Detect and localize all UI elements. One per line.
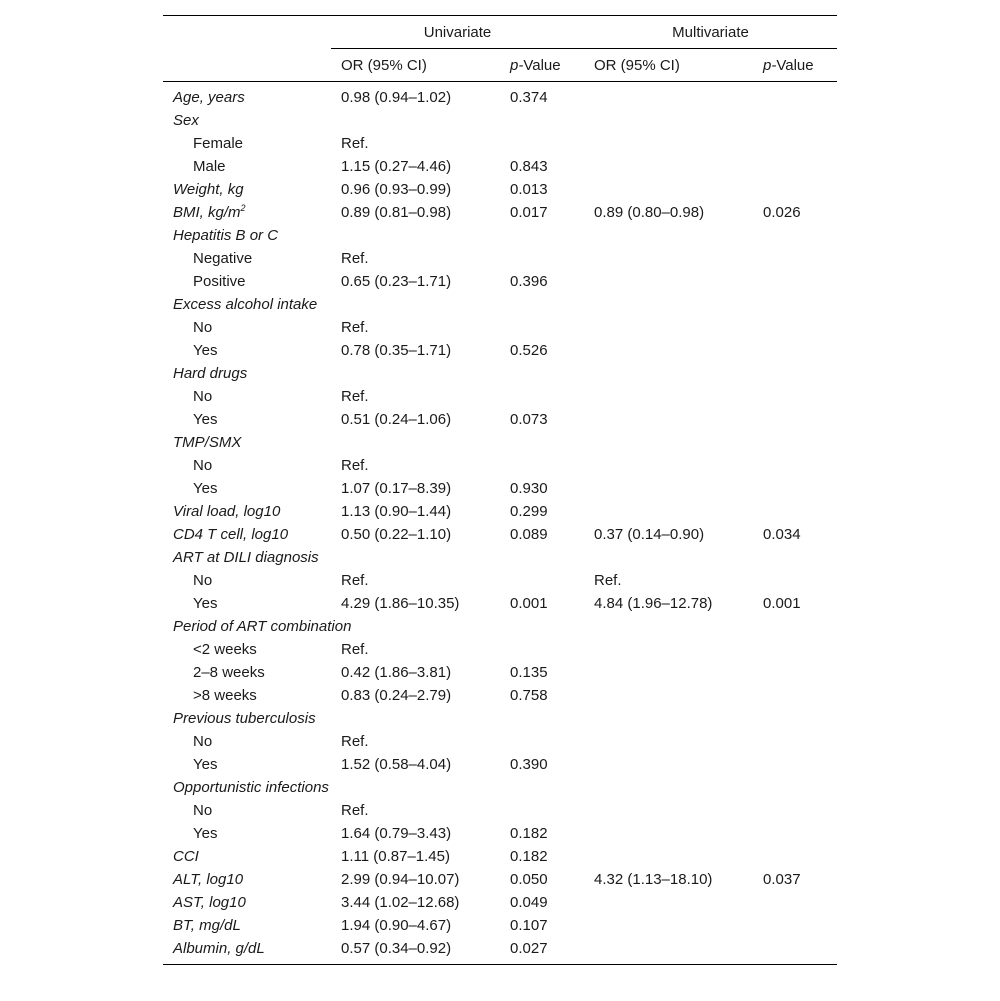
univariate-or-cell <box>331 109 500 132</box>
table-row <box>163 822 837 845</box>
variable-label <box>163 707 331 730</box>
category-label <box>163 592 331 615</box>
superscript: 2 <box>240 203 246 213</box>
multivariate-p-cell <box>753 247 837 270</box>
multivariate-or-cell: 4.84 (1.96–12.78) <box>594 595 713 612</box>
univariate-p-cell: 0.027 <box>500 937 584 965</box>
multivariate-or-cell <box>584 753 753 776</box>
category-label <box>163 684 331 707</box>
multivariate-p-cell <box>753 684 837 707</box>
table-row <box>163 707 837 730</box>
table-row <box>163 293 837 316</box>
univariate-or-cell <box>331 776 500 799</box>
multivariate-p-cell: 0.034 <box>763 526 801 543</box>
multivariate-p-cell <box>753 316 837 339</box>
univariate-p-cell: 0.374 <box>510 89 548 106</box>
univariate-or-cell: Ref. <box>341 388 369 405</box>
univariate-or-cell: Ref. <box>341 250 369 267</box>
univariate-p-cell <box>500 431 584 454</box>
row-label-text: AST, log10 <box>173 894 246 911</box>
univariate-or-cell: 1.64 (0.79–3.43) <box>341 825 452 842</box>
univariate-or-cell <box>331 546 500 569</box>
multivariate-or-cell <box>584 293 753 316</box>
univariate-or-cell: 0.50 (0.22–1.10) <box>341 526 452 543</box>
regression-table-container <box>163 15 837 965</box>
row-label-text: No <box>193 733 213 750</box>
row-label-text: >8 weeks <box>193 687 257 704</box>
row-label-text: No <box>193 802 213 819</box>
multivariate-or-cell <box>584 408 753 431</box>
univariate-or-cell <box>331 362 500 385</box>
univariate-or-cell: Ref. <box>341 802 369 819</box>
multivariate-or-cell <box>584 891 753 914</box>
multivariate-p-cell <box>753 339 837 362</box>
table-row <box>163 937 837 965</box>
multivariate-p-cell <box>753 914 837 937</box>
row-label-text: Previous tuberculosis <box>173 710 316 727</box>
multivariate-p-cell <box>753 477 837 500</box>
table-row <box>163 569 837 592</box>
multivariate-or-cell <box>584 707 753 730</box>
table-header <box>163 16 837 82</box>
univariate-p-cell: 0.930 <box>510 480 548 497</box>
multivariate-or-cell <box>584 546 753 569</box>
univariate-p-cell <box>500 247 584 270</box>
header-univariate-or: OR (95% CI) <box>331 49 500 82</box>
multivariate-or-cell <box>584 799 753 822</box>
multivariate-p-cell <box>753 799 837 822</box>
row-label-text: TMP/SMX <box>173 434 242 451</box>
multivariate-or-cell <box>584 155 753 178</box>
row-label-text: Yes <box>193 825 218 842</box>
univariate-p-cell <box>500 224 584 247</box>
univariate-p-cell: 0.526 <box>510 342 548 359</box>
multivariate-p-cell <box>753 431 837 454</box>
table-row <box>163 753 837 776</box>
univariate-or-cell: 2.99 (0.94–10.07) <box>341 871 460 888</box>
table-row <box>163 799 837 822</box>
multivariate-or-cell <box>584 776 753 799</box>
multivariate-or-cell <box>584 822 753 845</box>
category-label <box>163 477 331 500</box>
table-row <box>163 638 837 661</box>
p-prefix: p- <box>763 56 777 74</box>
table-row <box>163 408 837 431</box>
table-row <box>163 477 837 500</box>
row-label-text: Hard drugs <box>173 365 248 382</box>
univariate-or-cell <box>331 224 500 247</box>
p-value-label: Value <box>523 56 561 74</box>
variable-label <box>163 776 331 799</box>
table-row <box>163 155 837 178</box>
row-label-text: Yes <box>193 411 218 428</box>
multivariate-p-cell <box>753 776 837 799</box>
univariate-or-cell: 0.78 (0.35–1.71) <box>341 342 452 359</box>
table-row <box>163 316 837 339</box>
table-row <box>163 82 837 110</box>
row-label-text: Albumin, g/dL <box>173 940 265 957</box>
multivariate-or-cell <box>584 500 753 523</box>
table-row <box>163 914 837 937</box>
multivariate-p-cell <box>753 385 837 408</box>
multivariate-or-cell <box>584 730 753 753</box>
multivariate-p-cell <box>753 109 837 132</box>
header-group-row <box>163 16 837 49</box>
variable-label <box>163 178 331 201</box>
univariate-or-cell: Ref. <box>341 457 369 474</box>
table-row <box>163 661 837 684</box>
variable-label <box>163 293 331 316</box>
category-label <box>163 247 331 270</box>
header-univariate: Univariate <box>331 16 584 49</box>
row-label-text: BMI, kg/m <box>173 204 241 221</box>
univariate-p-cell <box>500 707 584 730</box>
multivariate-or-cell: 0.89 (0.80–0.98) <box>594 204 705 221</box>
multivariate-p-cell: 0.026 <box>763 204 801 221</box>
header-multivariate-p <box>753 49 837 82</box>
multivariate-p-cell <box>753 82 837 110</box>
row-label-text: Opportunistic infections <box>173 779 329 796</box>
univariate-p-cell <box>500 109 584 132</box>
table-row <box>163 247 837 270</box>
category-label <box>163 270 331 293</box>
category-label <box>163 799 331 822</box>
category-label <box>163 661 331 684</box>
univariate-p-cell: 0.182 <box>510 825 548 842</box>
table-row <box>163 684 837 707</box>
multivariate-p-cell <box>753 270 837 293</box>
univariate-p-cell <box>500 615 584 638</box>
table-row <box>163 362 837 385</box>
univariate-or-cell: Ref. <box>341 319 369 336</box>
univariate-or-cell: 4.29 (1.86–10.35) <box>341 595 460 612</box>
univariate-or-cell: 0.96 (0.93–0.99) <box>341 181 452 198</box>
multivariate-or-cell <box>584 339 753 362</box>
header-variable-cell <box>163 49 331 82</box>
variable-label <box>163 224 331 247</box>
variable-label <box>163 914 331 937</box>
multivariate-p-cell <box>753 546 837 569</box>
category-label <box>163 822 331 845</box>
row-label-text: 2–8 weeks <box>193 664 265 681</box>
univariate-or-cell: 0.65 (0.23–1.71) <box>341 273 452 290</box>
univariate-p-cell <box>500 385 584 408</box>
multivariate-p-cell <box>753 132 837 155</box>
header-blank-cell <box>163 16 331 49</box>
multivariate-or-cell <box>584 82 753 110</box>
univariate-p-cell <box>500 362 584 385</box>
table-row <box>163 224 837 247</box>
multivariate-or-cell <box>584 224 753 247</box>
multivariate-p-cell <box>753 638 837 661</box>
row-label-text: Period of ART combination <box>173 618 352 635</box>
univariate-or-cell: 1.94 (0.90–4.67) <box>341 917 452 934</box>
row-label-text: No <box>193 457 213 474</box>
multivariate-p-cell <box>753 822 837 845</box>
table-row <box>163 385 837 408</box>
row-label-text: Yes <box>193 480 218 497</box>
multivariate-p-cell <box>753 362 837 385</box>
univariate-p-cell: 0.182 <box>510 848 548 865</box>
univariate-p-cell: 0.396 <box>510 273 548 290</box>
row-label-text: Yes <box>193 595 218 612</box>
row-label-text: No <box>193 319 213 336</box>
table-row <box>163 431 837 454</box>
univariate-or-cell: Ref. <box>341 135 369 152</box>
variable-label <box>163 362 331 385</box>
row-label-text: ALT, log10 <box>173 871 244 888</box>
multivariate-or-cell <box>584 132 753 155</box>
variable-label <box>163 109 331 132</box>
multivariate-or-cell: Ref. <box>594 572 622 589</box>
univariate-or-cell: 0.42 (1.86–3.81) <box>341 664 452 681</box>
table-row <box>163 592 837 615</box>
multivariate-p-cell <box>753 178 837 201</box>
category-label <box>163 339 331 362</box>
multivariate-or-cell <box>584 615 753 638</box>
univariate-p-cell: 0.073 <box>510 411 548 428</box>
table-body <box>163 82 837 965</box>
row-label-text: Age, years <box>173 89 245 106</box>
multivariate-p-cell <box>753 293 837 316</box>
category-label <box>163 385 331 408</box>
univariate-p-cell: 0.107 <box>510 917 548 934</box>
univariate-or-cell: 1.13 (0.90–1.44) <box>341 503 452 520</box>
multivariate-p-cell <box>753 730 837 753</box>
table-row <box>163 109 837 132</box>
category-label <box>163 638 331 661</box>
row-label-text: No <box>193 388 213 405</box>
row-label-text: CCI <box>173 848 199 865</box>
univariate-p-cell <box>500 316 584 339</box>
univariate-or-cell: 0.51 (0.24–1.06) <box>341 411 452 428</box>
row-label-text: Viral load, log10 <box>173 503 281 520</box>
category-label <box>163 753 331 776</box>
univariate-or-cell <box>331 707 500 730</box>
univariate-p-cell <box>500 293 584 316</box>
univariate-p-cell <box>500 546 584 569</box>
table-row <box>163 201 837 224</box>
variable-label <box>163 201 331 224</box>
table-row <box>163 523 837 546</box>
multivariate-or-cell <box>584 178 753 201</box>
univariate-or-cell: Ref. <box>341 572 369 589</box>
header-column-row <box>163 49 837 82</box>
multivariate-or-cell <box>584 454 753 477</box>
row-label-text: Male <box>193 158 226 175</box>
multivariate-or-cell <box>584 684 753 707</box>
category-label <box>163 132 331 155</box>
p-prefix: p- <box>510 56 524 74</box>
multivariate-or-cell <box>584 845 753 868</box>
univariate-p-cell <box>500 569 584 592</box>
multivariate-p-cell <box>753 155 837 178</box>
category-label <box>163 408 331 431</box>
univariate-p-cell: 0.049 <box>510 894 548 911</box>
row-label-text: Yes <box>193 756 218 773</box>
multivariate-p-cell <box>753 891 837 914</box>
univariate-p-cell: 0.390 <box>510 756 548 773</box>
row-label-text: No <box>193 572 213 589</box>
row-label-text: Sex <box>173 112 199 129</box>
multivariate-or-cell <box>584 431 753 454</box>
univariate-or-cell <box>331 293 500 316</box>
univariate-or-cell <box>331 431 500 454</box>
variable-label <box>163 82 331 110</box>
table-row <box>163 500 837 523</box>
univariate-p-cell: 0.001 <box>510 595 548 612</box>
row-label-text: Yes <box>193 342 218 359</box>
row-label-text: Hepatitis B or C <box>173 227 279 244</box>
variable-label <box>163 523 331 546</box>
table-row <box>163 454 837 477</box>
regression-table <box>163 15 837 965</box>
multivariate-or-cell <box>584 247 753 270</box>
univariate-p-cell <box>500 776 584 799</box>
univariate-or-cell: 1.15 (0.27–4.46) <box>341 158 452 175</box>
univariate-p-cell <box>500 730 584 753</box>
multivariate-or-cell <box>584 362 753 385</box>
table-row <box>163 845 837 868</box>
univariate-or-cell: Ref. <box>341 733 369 750</box>
row-label-text: <2 weeks <box>193 641 257 658</box>
multivariate-or-cell <box>584 270 753 293</box>
univariate-or-cell: 0.83 (0.24–2.79) <box>341 687 452 704</box>
multivariate-p-cell <box>753 224 837 247</box>
table-row <box>163 132 837 155</box>
multivariate-or-cell: 4.32 (1.13–18.10) <box>594 871 713 888</box>
univariate-p-cell <box>500 799 584 822</box>
univariate-p-cell: 0.299 <box>510 503 548 520</box>
univariate-or-cell: 1.07 (0.17–8.39) <box>341 480 452 497</box>
univariate-p-cell <box>500 132 584 155</box>
category-label <box>163 454 331 477</box>
univariate-p-cell <box>500 638 584 661</box>
table-row <box>163 546 837 569</box>
row-label-text: Excess alcohol intake <box>173 296 318 313</box>
multivariate-or-cell <box>584 109 753 132</box>
univariate-p-cell: 0.013 <box>510 181 548 198</box>
univariate-p-cell <box>500 454 584 477</box>
row-label-text: Negative <box>193 250 253 267</box>
multivariate-or-cell <box>584 385 753 408</box>
multivariate-p-cell <box>753 615 837 638</box>
row-label-text: ART at DILI diagnosis <box>173 549 319 566</box>
table-row <box>163 178 837 201</box>
variable-label <box>163 546 331 569</box>
variable-label <box>163 615 352 638</box>
univariate-p-cell: 0.089 <box>510 526 548 543</box>
univariate-p-cell: 0.017 <box>510 204 548 221</box>
multivariate-or-cell: 0.37 (0.14–0.90) <box>594 526 705 543</box>
variable-label <box>163 500 331 523</box>
multivariate-p-cell <box>753 569 837 592</box>
table-row <box>163 615 837 638</box>
variable-label <box>163 431 331 454</box>
table-row <box>163 339 837 362</box>
row-label-text: Positive <box>193 273 246 290</box>
multivariate-p-cell <box>753 753 837 776</box>
multivariate-or-cell <box>584 477 753 500</box>
univariate-or-cell: 0.89 (0.81–0.98) <box>341 204 452 221</box>
category-label <box>163 569 331 592</box>
multivariate-p-cell <box>753 500 837 523</box>
univariate-or-cell: Ref. <box>341 641 369 658</box>
table-row <box>163 776 837 799</box>
variable-label <box>163 937 331 965</box>
row-label-text: BT, mg/dL <box>173 917 241 934</box>
header-univariate-p <box>500 49 584 82</box>
univariate-or-cell: 1.52 (0.58–4.04) <box>341 756 452 773</box>
multivariate-or-cell <box>584 914 753 937</box>
p-value-label: Value <box>776 56 814 74</box>
category-label <box>163 155 331 178</box>
category-label <box>163 316 331 339</box>
header-multivariate: Multivariate <box>584 16 837 49</box>
multivariate-p-cell: 0.037 <box>763 871 801 888</box>
univariate-p-cell: 0.843 <box>510 158 548 175</box>
multivariate-p-cell: 0.001 <box>763 595 801 612</box>
table-row <box>163 270 837 293</box>
variable-label <box>163 868 331 891</box>
multivariate-or-cell <box>584 638 753 661</box>
univariate-or-cell: 0.98 (0.94–1.02) <box>341 89 452 106</box>
row-label-text: Weight, kg <box>173 181 244 198</box>
univariate-or-cell: 1.11 (0.87–1.45) <box>341 848 450 865</box>
multivariate-p-cell <box>753 707 837 730</box>
univariate-or-cell <box>331 615 500 638</box>
univariate-or-cell: 0.57 (0.34–0.92) <box>331 937 500 965</box>
multivariate-or-cell <box>584 316 753 339</box>
header-multivariate-or: OR (95% CI) <box>584 49 753 82</box>
row-label-text: CD4 T cell, log10 <box>173 526 289 543</box>
multivariate-p-cell <box>753 661 837 684</box>
multivariate-p-cell <box>753 408 837 431</box>
variable-label <box>163 845 331 868</box>
table-row <box>163 891 837 914</box>
univariate-p-cell: 0.135 <box>510 664 548 681</box>
table-row <box>163 730 837 753</box>
univariate-or-cell: 3.44 (1.02–12.68) <box>341 894 460 911</box>
multivariate-p-cell <box>753 845 837 868</box>
category-label <box>163 730 331 753</box>
univariate-p-cell: 0.050 <box>510 871 548 888</box>
multivariate-p-cell <box>753 937 837 965</box>
multivariate-or-cell <box>584 937 753 965</box>
multivariate-or-cell <box>584 661 753 684</box>
multivariate-p-cell <box>753 454 837 477</box>
univariate-p-cell: 0.758 <box>510 687 548 704</box>
variable-label <box>163 891 331 914</box>
table-row <box>163 868 837 891</box>
row-label-text: Female <box>193 135 244 152</box>
